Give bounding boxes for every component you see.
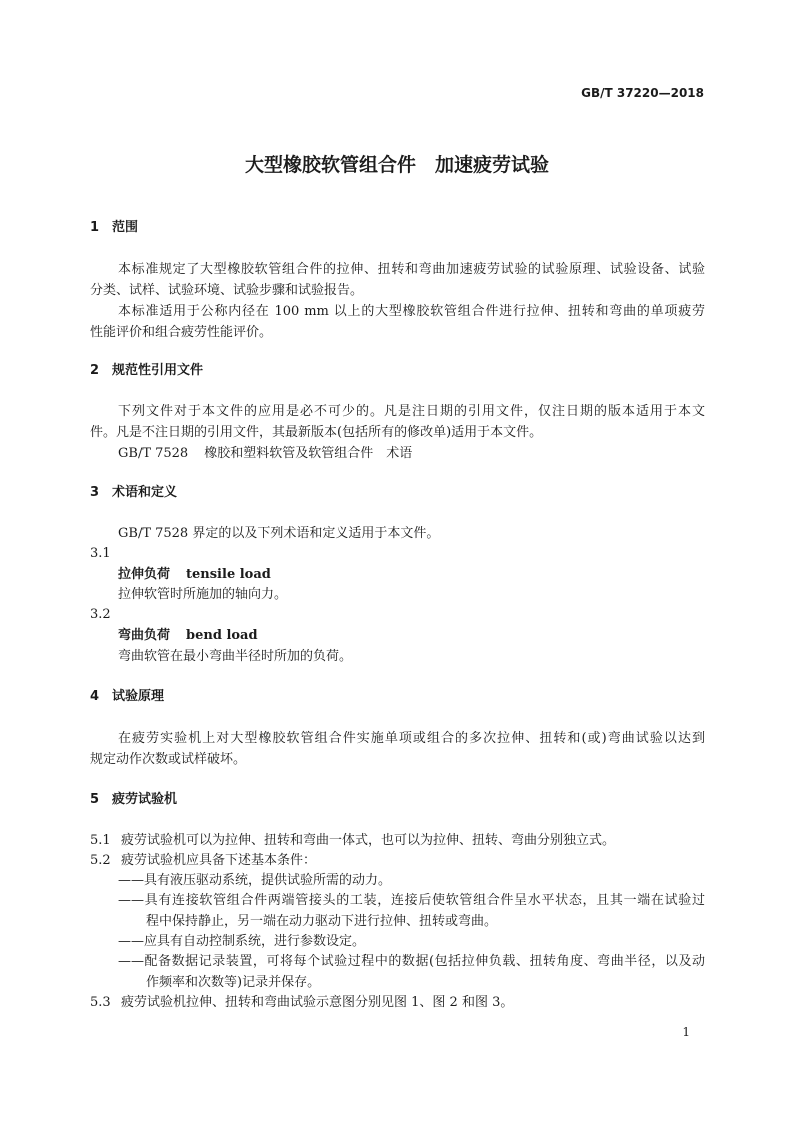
- section-2-title: 规范性引用文件: [112, 363, 204, 378]
- term-3-2: [118, 626, 705, 646]
- section-3-intro: GB/T 7528 界定的以及下列术语和定义适用于本文件。: [118, 526, 440, 541]
- clause-5-3-number: 5.3: [90, 995, 111, 1010]
- term-3-1-zh: 拉伸负荷: [118, 567, 171, 582]
- section-1-number: 1: [90, 220, 100, 235]
- list-item-1: ——具有液压驱动系统，提供试验所需的动力。: [118, 873, 392, 888]
- section-1-paragraph-1-line-2: 分类、试样、试验环境、试验步骤和试验报告。: [90, 283, 364, 298]
- section-5-number: 5: [90, 792, 100, 807]
- normative-reference: [118, 444, 705, 464]
- section-3-title: 术语和定义: [112, 485, 178, 500]
- section-2-paragraph-line-2: 件。凡是不注日期的引用文件，其最新版本(包括所有的修改单)适用于本文件。: [90, 425, 543, 440]
- list-item-4-line-1: ——配备数据记录装置，可将每个试验过程中的数据(包括拉伸负载、扭转角度、弯曲半径，以及动: [118, 954, 705, 969]
- section-4-paragraph-line-1: 在疲劳实验机上对大型橡胶软管组合件实施单项或组合的多次拉伸、扭转和(或)弯曲试验以达到: [118, 731, 705, 746]
- section-1-paragraph-1-line-1: 本标准规定了大型橡胶软管组合件的拉伸、扭转和弯曲加速疲劳试验的试验原理、试验设备、试验: [118, 262, 705, 277]
- section-5-title: 疲劳试验机: [112, 792, 178, 807]
- standard-number: GB/T 37220—2018: [581, 86, 704, 100]
- clause-5-1-text: 疲劳试验机可以为拉伸、扭转和弯曲一体式，也可以为拉伸、扭转、弯曲分别独立式。: [121, 833, 616, 848]
- section-3-number: 3: [90, 485, 100, 500]
- clause-5-2-number: 5.2: [90, 853, 111, 868]
- page-number: 1: [682, 1025, 690, 1039]
- section-2-number: 2: [90, 363, 100, 378]
- section-4-number: 4: [90, 689, 100, 704]
- term-3-1-definition: 拉伸软管时所施加的轴向力。: [118, 587, 288, 602]
- term-3-1: [118, 565, 705, 585]
- clause-5-3-text: 疲劳试验机拉伸、扭转和弯曲试验示意图分别见图 1、图 2 和图 3。: [121, 995, 514, 1010]
- list-item-2-line-1: ——具有连接软管组合件两端管接头的工装，连接后使软管组合件呈水平状态，且其一端在试验过: [118, 893, 705, 908]
- document-title: 大型橡胶软管组合件 加速疲劳试验: [244, 154, 549, 176]
- term-3-2-zh: 弯曲负荷: [118, 628, 171, 643]
- term-3-2-number: 3.2: [90, 607, 111, 622]
- reference-title: 橡胶和塑料软管及软管组合件 术语: [204, 446, 413, 461]
- section-4-paragraph-line-2: 规定动作次数或试样破坏。: [90, 752, 247, 767]
- term-3-1-number: 3.1: [90, 546, 111, 561]
- list-item-3: ——应具有自动控制系统，进行参数设定。: [118, 934, 366, 949]
- list-item-4-line-2: 作频率和次数等)记录并保存。: [146, 975, 321, 990]
- section-1-paragraph-2-line-1: 本标准适用于公称内径在 100 mm 以上的大型橡胶软管组合件进行拉伸、扭转和弯曲的单项疲劳: [118, 304, 705, 319]
- term-3-2-definition: 弯曲软管在最小弯曲半径时所加的负荷。: [118, 649, 353, 664]
- term-3-2-en: bend load: [186, 628, 258, 643]
- section-2-paragraph-line-1: 下列文件对于本文件的应用是必不可少的。凡是注日期的引用文件，仅注日期的版本适用于本文: [118, 404, 705, 419]
- section-4-title: 试验原理: [112, 689, 165, 704]
- clause-5-1-number: 5.1: [90, 833, 111, 848]
- list-item-2-line-2: 程中保持静止，另一端在动力驱动下进行拉伸、扭转或弯曲。: [146, 914, 498, 929]
- clause-5-2-text: 疲劳试验机应具备下述基本条件：: [121, 853, 317, 868]
- section-1-title: 范围: [112, 220, 139, 235]
- term-3-1-en: tensile load: [186, 567, 271, 582]
- section-1-paragraph-2-line-2: 性能评价和组合疲劳性能评价。: [90, 325, 273, 340]
- reference-code: GB/T 7528: [118, 446, 189, 461]
